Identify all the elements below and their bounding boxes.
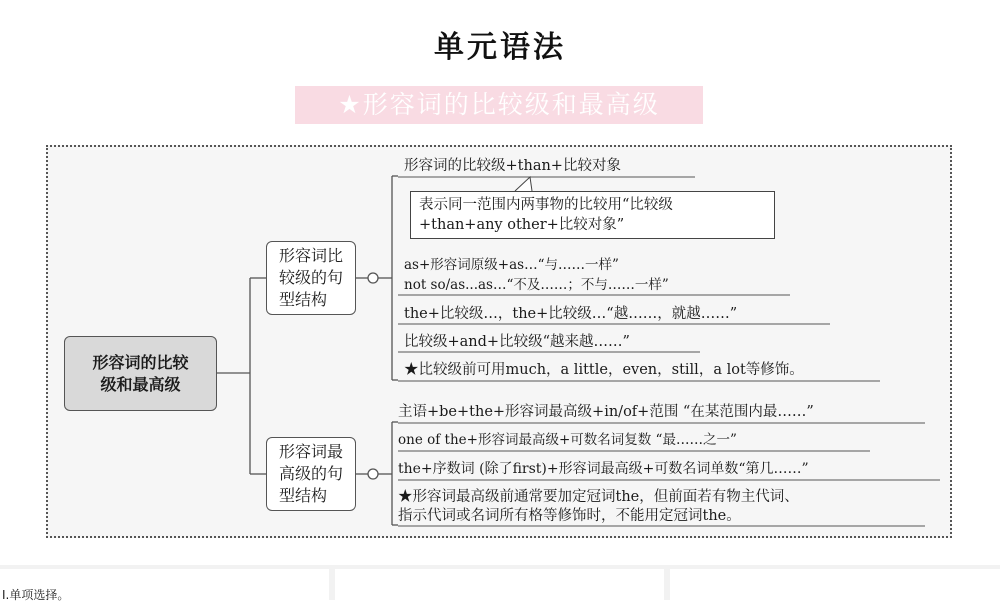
section-heading-choice: I.单项选择。: [2, 588, 70, 602]
leaf-comparative-than: 形容词的比较级+than+比较对象: [404, 158, 621, 174]
root-node: 形容词的比较 级和最高级: [64, 336, 217, 411]
leaf-the-rule-2: 指示代词或名词所有格等修饰时，不能用定冠词the。: [398, 508, 741, 524]
page-title: 单元语法: [434, 30, 566, 65]
leaf-not-so-as: not so/as...as…“不及……；不与……一样”: [404, 277, 669, 293]
bottom-panel-right: [670, 569, 1000, 600]
leaf-as-as: as+形容词原级+as…“与……一样”: [404, 257, 619, 273]
leaf-modifiers: ★比较级前可用much，a little，even，still，a lot等修饰。: [404, 362, 804, 378]
branch-comparative: 形容词比 较级的句 型结构: [266, 241, 356, 315]
leaf-ordinal: the+序数词 (除了first)+形容词最高级+可数名词单数“第几……”: [398, 461, 809, 477]
bottom-panel-middle: [335, 569, 664, 600]
leaf-superlative-range: 主语+be+the+形容词最高级+in/of+范围 “在某范围内最……”: [398, 404, 814, 420]
branch-superlative: 形容词最 高级的句 型结构: [266, 437, 356, 511]
leaf-the-more: the+比较级…，the+比较级…“越……，就越……”: [404, 306, 738, 322]
leaf-one-of-the: one of the+形容词最高级+可数名词复数 “最……之一”: [398, 432, 737, 448]
leaf-more-and-more: 比较级+and+比较级“越来越……”: [404, 334, 630, 350]
note-any-other: 表示同一范围内两事物的比较用“比较级 +than+any other+比较对象”: [410, 191, 775, 239]
subtitle: ★形容词的比较级和最高级: [338, 90, 660, 119]
leaf-the-rule-1: ★形容词最高级前通常要加定冠词the，但前面若有物主代词、: [398, 489, 799, 505]
